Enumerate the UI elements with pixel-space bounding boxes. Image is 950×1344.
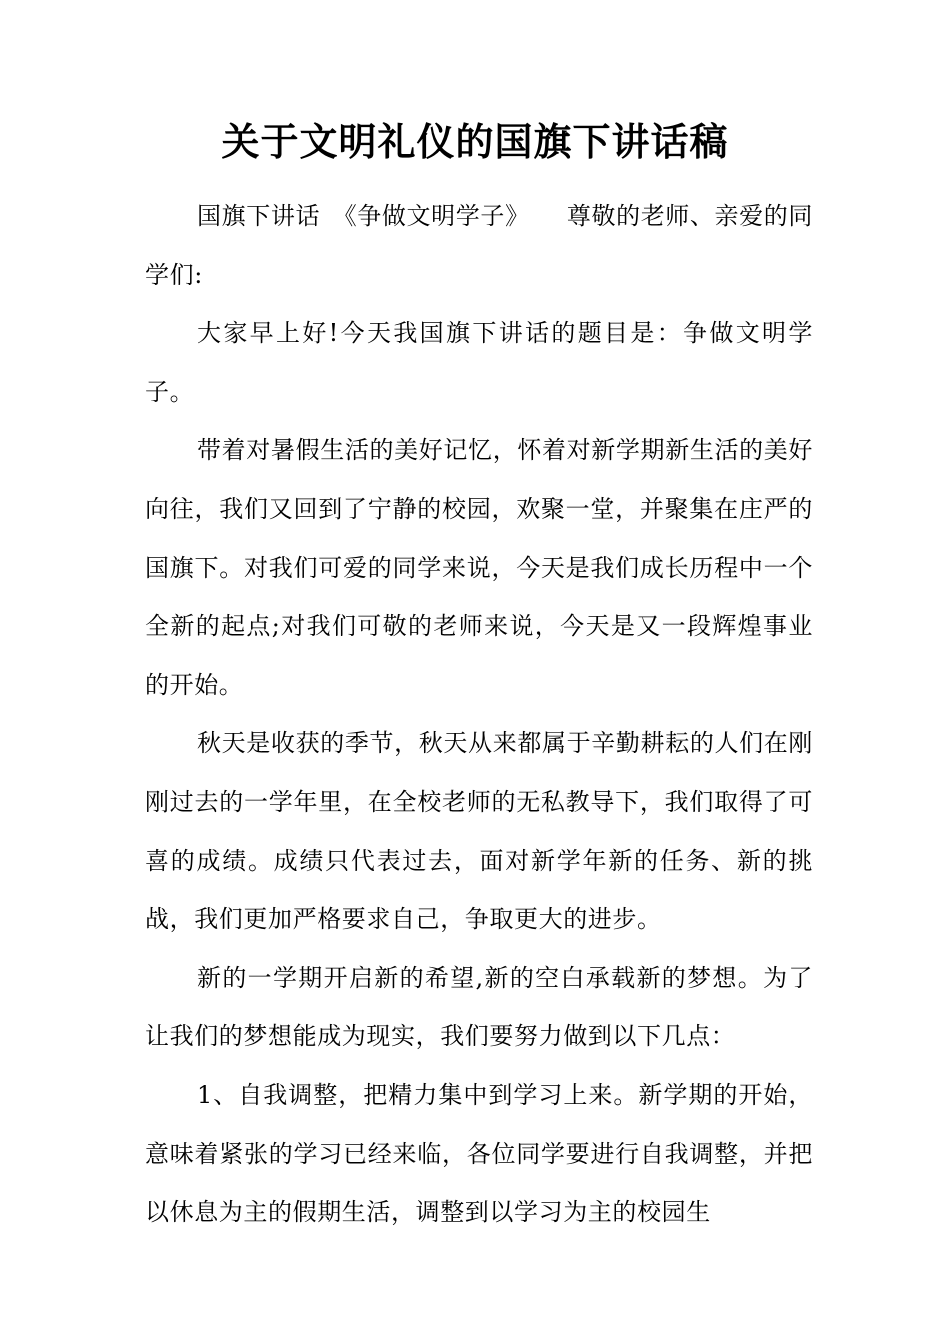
paragraph-new-semester: 带着对暑假生活的美好记忆，怀着对新学期新生活的美好向往，我们又回到了宁静的校园，欢聚一堂，并聚集在庄严的国旗下。对我们可爱的同学来说，今天是我们成长历程中一个全新的起点;对我们可敬的老师来说，今天是又一段辉煌事业的开始。 — [145, 436, 813, 699]
document-body — [145, 187, 813, 1242]
paragraph-point-1: 1、自我调整，把精力集中到学习上来。新学期的开始，意味着紧张的学习已经来临，各位同学要进行自我调整，并把以休息为主的假期生活，调整到以学习为主的校园生 — [145, 1080, 813, 1227]
paragraph-new-hope: 新的一学期开启新的希望,新的空白承载新的梦想。为了让我们的梦想能成为现实，我们要努力做到以下几点： — [145, 963, 813, 1051]
document-title: 关于文明礼仪的国旗下讲话稿 — [221, 119, 729, 164]
paragraph-opening: 大家早上好!今天我国旗下讲话的题目是：争做文明学子。 — [145, 319, 813, 406]
paragraph-autumn: 秋天是收获的季节，秋天从来都属于辛勤耕耘的人们在刚刚过去的一学年里，在全校老师的无私教导下，我们取得了可喜的成绩。成绩只代表过去，面对新学年新的任务、新的挑战，我们更加严格要求自己，争取更大的进步。 — [145, 729, 813, 934]
paragraph-greeting: 国旗下讲话 《争做文明学子》 尊敬的老师、亲爱的同学们: — [145, 202, 813, 289]
